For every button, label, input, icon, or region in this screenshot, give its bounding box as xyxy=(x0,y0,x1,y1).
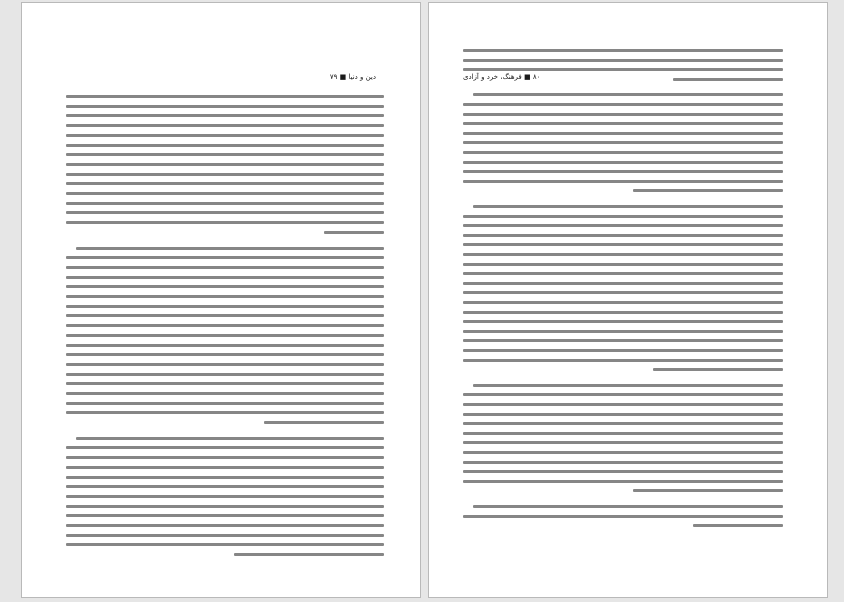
text-line xyxy=(66,314,384,317)
text-line xyxy=(66,182,384,185)
text-line xyxy=(66,524,384,527)
text-line xyxy=(66,402,384,405)
text-line xyxy=(463,49,783,52)
text-line xyxy=(66,95,384,98)
text-line xyxy=(264,421,384,424)
right-page xyxy=(428,2,828,598)
text-line xyxy=(463,359,783,362)
text-line xyxy=(463,515,783,518)
text-line xyxy=(463,103,783,106)
text-line xyxy=(66,124,384,127)
text-line xyxy=(76,437,384,440)
text-line xyxy=(463,282,783,285)
text-line xyxy=(66,221,384,224)
text-line xyxy=(473,505,783,508)
running-header: دین و دنیا ■ ۷۹ xyxy=(329,73,376,81)
text-line xyxy=(66,382,384,385)
text-line xyxy=(66,324,384,327)
text-line xyxy=(66,266,384,269)
text-line xyxy=(463,122,783,125)
text-line xyxy=(463,461,783,464)
text-line xyxy=(463,234,783,237)
text-line xyxy=(66,353,384,356)
text-line xyxy=(66,295,384,298)
text-line xyxy=(463,132,783,135)
text-line xyxy=(66,495,384,498)
text-line xyxy=(66,114,384,117)
text-line xyxy=(66,305,384,308)
text-line xyxy=(463,311,783,314)
text-line xyxy=(463,403,783,406)
text-line xyxy=(66,466,384,469)
text-line xyxy=(463,432,783,435)
text-line xyxy=(463,470,783,473)
text-line xyxy=(66,534,384,537)
text-line xyxy=(463,141,783,144)
text-line xyxy=(463,422,783,425)
text-line xyxy=(463,441,783,444)
text-line xyxy=(653,368,783,371)
text-line xyxy=(66,202,384,205)
text-line xyxy=(463,113,783,116)
text-line xyxy=(66,134,384,137)
text-line xyxy=(66,505,384,508)
text-line xyxy=(473,205,783,208)
text-line xyxy=(66,543,384,546)
text-line xyxy=(633,489,783,492)
text-line xyxy=(66,153,384,156)
text-line xyxy=(463,243,783,246)
text-line xyxy=(66,446,384,449)
text-line xyxy=(463,161,783,164)
text-line xyxy=(66,285,384,288)
text-line xyxy=(463,413,783,416)
text-line xyxy=(693,524,783,527)
text-line xyxy=(463,224,783,227)
text-line xyxy=(463,320,783,323)
left-page xyxy=(21,2,421,598)
text-line xyxy=(66,256,384,259)
text-line xyxy=(66,276,384,279)
text-line xyxy=(673,78,783,81)
text-line xyxy=(463,59,783,62)
text-line xyxy=(463,349,783,352)
text-line xyxy=(66,163,384,166)
text-line xyxy=(463,151,783,154)
text-line xyxy=(463,253,783,256)
text-line xyxy=(66,344,384,347)
text-line xyxy=(463,263,783,266)
text-line xyxy=(463,393,783,396)
text-line xyxy=(66,144,384,147)
text-line xyxy=(324,231,384,234)
running-header: ۸۰ ■ فرهنگ، خرد و آزادی xyxy=(463,73,541,81)
text-line xyxy=(463,339,783,342)
text-line xyxy=(463,272,783,275)
text-line xyxy=(463,301,783,304)
text-line xyxy=(66,476,384,479)
text-line xyxy=(473,93,783,96)
text-line xyxy=(66,334,384,337)
text-line xyxy=(463,480,783,483)
text-line xyxy=(463,215,783,218)
text-line xyxy=(66,192,384,195)
text-line xyxy=(463,291,783,294)
text-line xyxy=(66,411,384,414)
text-line xyxy=(463,330,783,333)
text-line xyxy=(463,170,783,173)
text-line xyxy=(234,553,384,556)
text-line xyxy=(66,211,384,214)
text-line xyxy=(66,173,384,176)
text-line xyxy=(473,384,783,387)
text-line xyxy=(66,514,384,517)
text-line xyxy=(66,373,384,376)
text-line xyxy=(463,68,783,71)
text-line xyxy=(66,456,384,459)
text-line xyxy=(66,485,384,488)
text-line xyxy=(463,451,783,454)
text-line xyxy=(66,392,384,395)
text-line xyxy=(66,105,384,108)
text-line xyxy=(66,363,384,366)
text-line xyxy=(463,180,783,183)
text-line xyxy=(633,189,783,192)
text-line xyxy=(76,247,384,250)
